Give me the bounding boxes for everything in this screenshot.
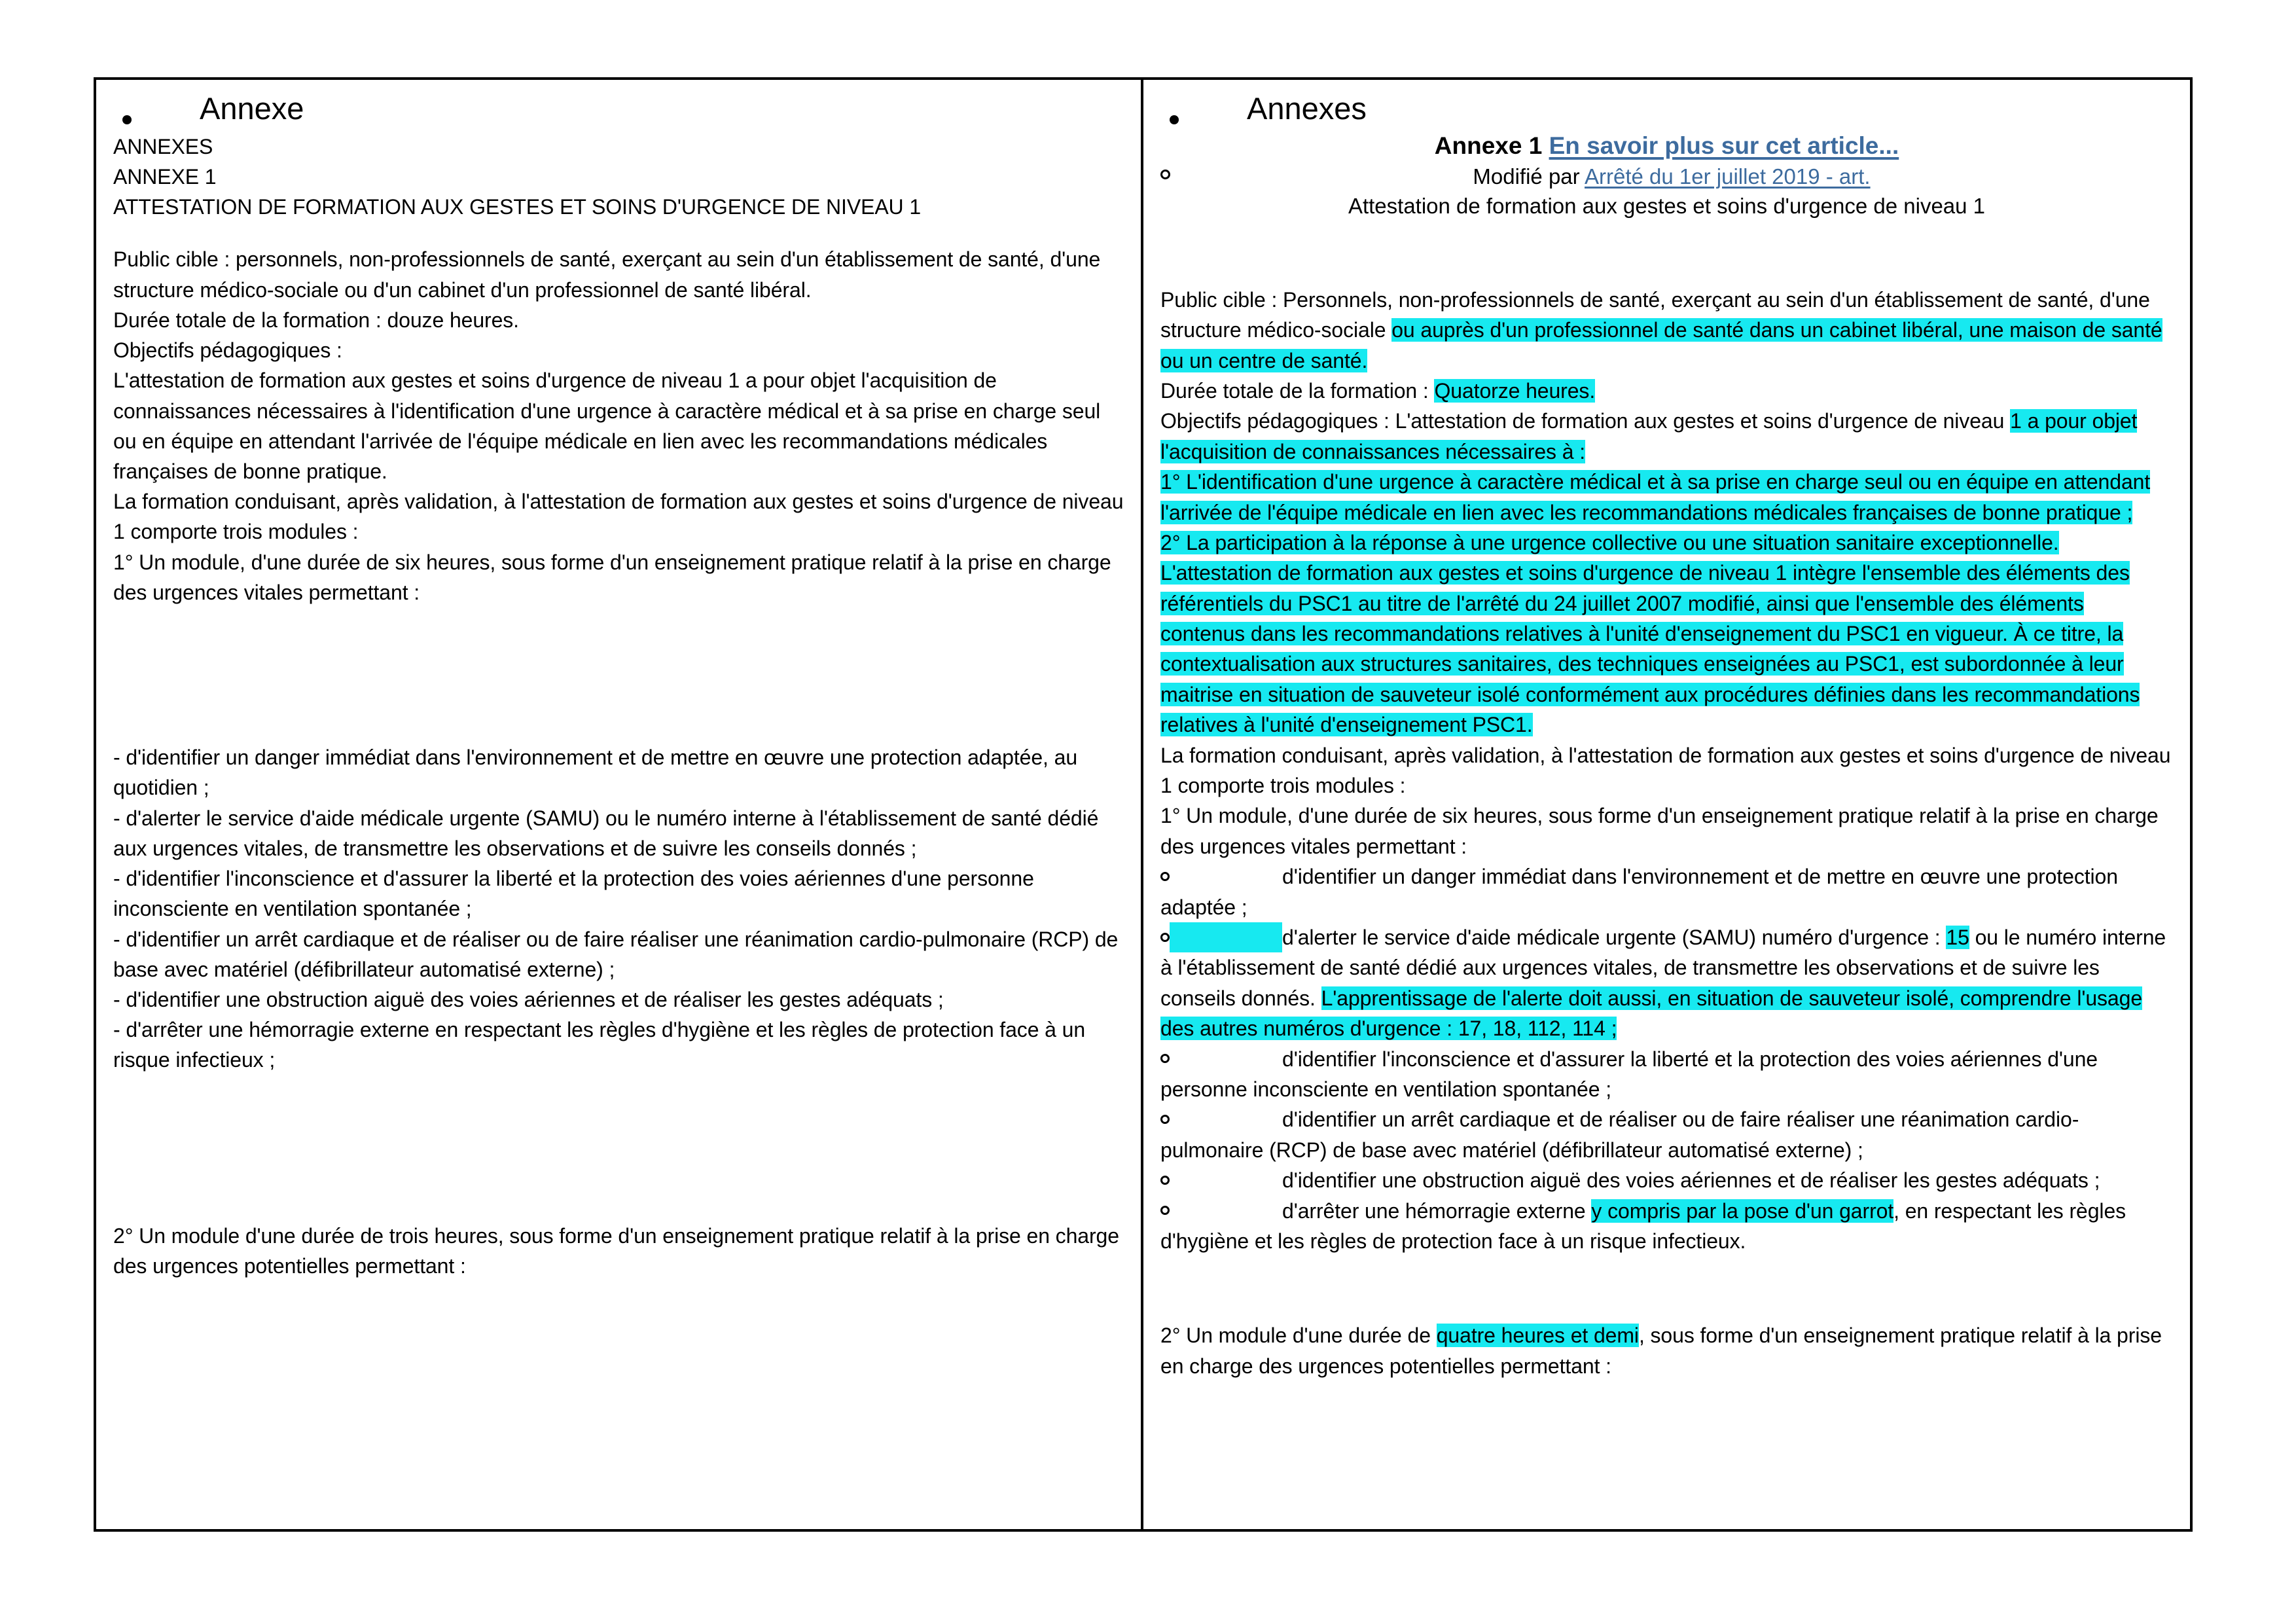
left-public-cible: Public cible : personnels, non-professionnels de santé, exerçant au sein d'un établissement de santé, d'une structure médico-sociale ou d'un cabinet d'un professionnel de santé libéral. bbox=[113, 247, 1101, 302]
right-bullet-6-highlight: y compris par la pose d'un garrot bbox=[1591, 1199, 1894, 1223]
right-bullet-1 bbox=[1160, 861, 2173, 922]
right-bullet-2-text-a: d'alerter le service d'aide médicale urgente (SAMU) numéro d'urgence : bbox=[1282, 926, 1946, 949]
bullet-dot-icon bbox=[1170, 115, 1179, 124]
right-public-cible bbox=[1160, 285, 2173, 376]
right-bullet-3-text: d'identifier l'inconscience et d'assurer la liberté et la protection des voies aériennes d'une personne inconsciente en ventilation spontanée ; bbox=[1160, 1047, 2098, 1101]
left-tiret-6: - d'arrêter une hémorragie externe en respectant les règles d'hygiène et les règles de protection face à un risque infectieux ; bbox=[113, 1018, 1086, 1072]
right-duree-plain: Durée totale de la formation : bbox=[1160, 378, 1435, 403]
left-heading-annexes: ANNEXES bbox=[113, 134, 213, 158]
spacer bbox=[113, 607, 1124, 742]
circle-bullet-icon bbox=[1160, 933, 1170, 942]
right-duree-highlight: Quatorze heures. bbox=[1434, 378, 1596, 403]
bullet-indent-highlight bbox=[1170, 922, 1282, 952]
right-bullet-5 bbox=[1160, 1165, 2173, 1195]
right-module-2 bbox=[1160, 1320, 2173, 1381]
right-formation-conduisant: La formation conduisant, après validation, à l'attestation de formation aux gestes et soins d'urgence de niveau 1 comporte trois modules : bbox=[1160, 743, 2171, 798]
modifie-par-label: Modifié par bbox=[1473, 164, 1580, 189]
modifie-par-text bbox=[1170, 163, 2173, 191]
left-heading-annexe-1: ANNEXE 1 bbox=[113, 164, 217, 189]
right-bullet-1-text: d'identifier un danger immédiat dans l'environnement et de mettre en œuvre une protection adaptée ; bbox=[1160, 865, 2118, 919]
right-public-cible-highlight: ou auprès d'un professionnel de santé dans un cabinet libéral, une maison de santé ou un centre de santé. bbox=[1160, 318, 2162, 372]
left-objet: L'attestation de formation aux gestes et soins d'urgence de niveau 1 a pour objet l'acquisition de connaissances nécessaires à l'identification d'une urgence à caractère médical et à sa prise en charge seul ou en équipe en attendant l'arrivée de l'équipe médicale en lien avec les recommandations médicales françaises de bonne pratique. bbox=[113, 369, 1101, 483]
right-bullet-3 bbox=[1160, 1044, 2173, 1105]
left-duree: Durée totale de la formation : douze heures. bbox=[113, 308, 519, 332]
right-bullet-4-text: d'identifier un arrêt cardiaque et de réaliser ou de faire réaliser une réanimation cardio-pulmonaire (RCP) de base avec matériel (défibrillateur automatisé externe) ; bbox=[1160, 1108, 2079, 1162]
right-objectifs-plain: Objectifs pédagogiques : L'attestation de formation aux gestes et soins d'urgence de niveau bbox=[1160, 409, 2011, 433]
spacer bbox=[1160, 1256, 2173, 1320]
right-psc1 bbox=[1160, 558, 2173, 740]
right-module-2-highlight: quatre heures et demi bbox=[1436, 1324, 1639, 1348]
left-objectifs-label: Objectifs pédagogiques : bbox=[113, 338, 342, 363]
left-body bbox=[113, 132, 1124, 1282]
circle-bullet-icon bbox=[1160, 1206, 1170, 1215]
right-public-cible-plain: Public cible : Personnels, non-professionnels de santé, exerçant au sein d'un établissement de santé, d'une structure médico-sociale bbox=[1160, 287, 2150, 342]
right-objectifs bbox=[1160, 406, 2173, 467]
bullet-dot-icon bbox=[122, 115, 132, 124]
attestation-subtitle: Attestation de formation aux gestes et soins d'urgence de niveau 1 bbox=[1348, 193, 1986, 218]
right-duree bbox=[1160, 376, 2173, 406]
right-body bbox=[1160, 285, 2173, 1381]
left-tiret-5: - d'identifier une obstruction aiguë des voies aériennes et de réaliser les gestes adéquats ; bbox=[113, 988, 944, 1012]
arrete-link[interactable]: Arrêté du 1er juillet 2019 - art. bbox=[1585, 164, 1871, 189]
left-module-2: 2° Un module d'une durée de trois heures, sous forme d'un enseignement pratique relatif à la prise en charge des urgences potentielles permettant : bbox=[113, 1223, 1119, 1278]
right-bullet-5-text: d'identifier une obstruction aiguë des voies aériennes et de réaliser les gestes adéquats ; bbox=[1282, 1168, 2100, 1193]
circle-bullet-icon bbox=[1160, 1176, 1170, 1185]
right-bullet-2-highlight-tail: L'apprentissage de l'alerte doit aussi, en situation de sauveteur isolé, comprendre l'usage des autres numéros d'urgence : 17, 18, 112, 114 ; bbox=[1160, 986, 2143, 1041]
circle-bullet-icon bbox=[1160, 170, 1170, 179]
right-point-1-highlight: 1° L'identification d'une urgence à caractère médical et à sa prise en charge seul ou en équipe en attendant l'arrivée de l'équipe médicale en lien avec les recommandations médicales françaises de bonne pratique ; bbox=[1160, 470, 2151, 524]
right-bullet-6-text-b: , en respectant les règles d'hygiène et les règles de protection face à un risque infectieux. bbox=[1160, 1199, 2126, 1253]
left-module-1: 1° Un module, d'une durée de six heures, sous forme d'un enseignement pratique relatif à la prise en charge des urgences vitales permettant : bbox=[113, 550, 1111, 604]
right-bullet-2-highlight-15: 15 bbox=[1946, 926, 1969, 949]
en-savoir-plus-link[interactable]: En savoir plus sur cet article... bbox=[1549, 132, 1899, 159]
right-module-2-text-b: , sous forme d'un enseignement pratique relatif à la prise en charge des urgences potentielles permettant : bbox=[1160, 1324, 2162, 1378]
spacer bbox=[1160, 221, 2173, 285]
left-version-column bbox=[96, 80, 1143, 1529]
left-tiret-3: - d'identifier l'inconscience et d'assurer la liberté et la protection des voies aériennes d'une personne inconsciente en ventilation spontanée ; bbox=[113, 867, 1034, 921]
left-tiret-1: - d'identifier un danger immédiat dans l'environnement et de mettre en œuvre une protection adaptée, au quotidien ; bbox=[113, 746, 1078, 800]
circle-bullet-icon bbox=[1160, 1054, 1170, 1063]
left-heading-attestation: ATTESTATION DE FORMATION AUX GESTES ET SOINS D'URGENCE DE NIVEAU 1 bbox=[113, 195, 922, 219]
right-annexes-heading bbox=[1160, 92, 2173, 126]
circle-bullet-icon bbox=[1160, 1115, 1170, 1124]
annexe-1-title-row bbox=[1160, 132, 2173, 160]
spacer bbox=[113, 1075, 1124, 1221]
right-objectifs-highlight: 1 a pour objet l'acquisition de connaissances nécessaires à : bbox=[1160, 409, 2138, 463]
left-annexe-heading-label: Annexe bbox=[200, 91, 304, 126]
right-bullet-2 bbox=[1160, 922, 2173, 1044]
left-tiret-4: - d'identifier un arrêt cardiaque et de réaliser ou de faire réaliser une réanimation cardio-pulmonaire (RCP) de base avec matériel (défibrillateur automatisé externe) ; bbox=[113, 927, 1119, 981]
right-module-2-text-a: 2° Un module d'une durée de bbox=[1160, 1324, 1437, 1348]
right-bullet-2-text-b: ou le numéro interne à l'établissement de santé dédié aux urgences vitales, de transmettre les observations et de suivre les conseils donnés. bbox=[1160, 926, 2166, 1010]
right-version-column bbox=[1143, 80, 2190, 1529]
left-tiret-2: - d'alerter le service d'aide médicale urgente (SAMU) ou le numéro interne à l'établissement de santé dédié aux urgences vitales, de transmettre les observations et de suivre les conseils donnés ; bbox=[113, 806, 1099, 860]
annexe-1-label: Annexe 1 bbox=[1434, 132, 1543, 159]
modifie-par-row bbox=[1160, 163, 2173, 191]
right-bullet-6 bbox=[1160, 1196, 2173, 1257]
right-point-2 bbox=[1160, 528, 2173, 558]
circle-bullet-icon bbox=[1160, 872, 1170, 881]
spacer bbox=[113, 222, 1124, 244]
right-module-1: 1° Un module, d'une durée de six heures, sous forme d'un enseignement pratique relatif à la prise en charge des urgences vitales permettant : bbox=[1160, 804, 2159, 858]
right-annexes-heading-label: Annexes bbox=[1247, 91, 1367, 126]
comparison-table bbox=[94, 77, 2193, 1532]
left-annexe-heading bbox=[113, 92, 1124, 126]
left-formation-conduisant: La formation conduisant, après validation, à l'attestation de formation aux gestes et soins d'urgence de niveau 1 comporte trois modules : bbox=[113, 490, 1124, 544]
right-point-1 bbox=[1160, 467, 2173, 528]
right-point-2-highlight: 2° La participation à la réponse à une urgence collective ou une situation sanitaire exceptionnelle. bbox=[1160, 530, 2059, 554]
right-bullet-4 bbox=[1160, 1104, 2173, 1165]
right-psc1-highlight: L'attestation de formation aux gestes et soins d'urgence de niveau 1 intègre l'ensemble des éléments des référentiels du PSC1 au titre de l'arrêté du 24 juillet 2007 modifié, ainsi que l'ensemble des éléments contenus dans les recommandations relatives à l'unité d'enseignement du PSC1 en vigueur. À ce titre, la contextualisation aux structures sanitaires, des techniques enseignées au PSC1, est subordonnée à leur maitrise en situation de sauveteur isolé conformément aux procédures définies dans les recommandations relatives à l'unité d'enseignement PSC1. bbox=[1160, 561, 2140, 737]
right-bullet-6-text-a: d'arrêter une hémorragie externe bbox=[1282, 1199, 1592, 1223]
